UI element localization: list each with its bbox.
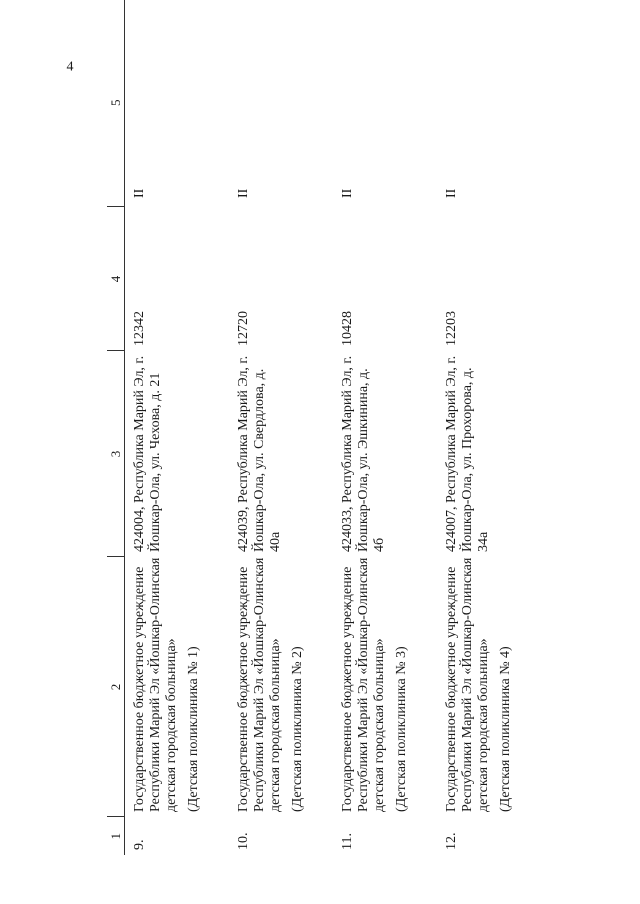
code-cell: 12203 bbox=[443, 311, 459, 346]
table-row bbox=[437, 0, 541, 855]
organization-name: Государственное бюджетное учреждение Республики Марий Эл «Йошкар-Олинская детская городская больница» bbox=[443, 557, 491, 812]
organization-cell bbox=[229, 557, 333, 817]
category-cell: II bbox=[235, 188, 251, 198]
address-cell: 424004, Республика Марий Эл, г. Йошкар-Ола, ул. Чехова, д. 21 bbox=[132, 355, 163, 552]
organization-branch: (Детская поликлиника № 4) bbox=[497, 646, 513, 812]
organization-cell bbox=[125, 557, 229, 817]
column-number: 2 bbox=[107, 557, 125, 817]
row-number: 10. bbox=[235, 832, 251, 850]
organization-branch: (Детская поликлиника № 2) bbox=[289, 646, 305, 812]
column-number: 1 bbox=[107, 817, 125, 855]
table-row bbox=[333, 0, 437, 855]
code-cell: 12342 bbox=[132, 311, 147, 346]
organization-branch: (Детская поликлиника № 3) bbox=[393, 646, 409, 812]
code-cell: 12720 bbox=[235, 311, 251, 346]
registry-table bbox=[107, 0, 541, 855]
address-cell: 424007, Республика Марий Эл, г. Йошкар-Ола, ул. Прохорова, д. 34а bbox=[443, 355, 491, 552]
address-cell: 424039, Республика Марий Эл, г. Йошкар-Ола, ул. Свердлова, д. 40а bbox=[235, 355, 283, 552]
column-number: 4 bbox=[107, 207, 125, 351]
column-number-row bbox=[107, 0, 125, 855]
address-cell: 424033, Республика Марий Эл, г. Йошкар-Ола, ул. Эшкинина, д. 4б bbox=[339, 355, 387, 552]
row-number: 12. bbox=[443, 832, 459, 850]
row-number: 9. bbox=[132, 839, 147, 850]
category-cell: II bbox=[132, 188, 147, 198]
column-number: 3 bbox=[107, 351, 125, 557]
organization-name: Государственное бюджетное учреждение Республики Марий Эл «Йошкар-Олинская детская городская больница» bbox=[132, 557, 179, 812]
code-cell: 10428 bbox=[339, 311, 355, 346]
page-number: 4 bbox=[66, 60, 74, 75]
table-row bbox=[125, 0, 229, 855]
organization-name: Государственное бюджетное учреждение Республики Марий Эл «Йошкар-Олинская детская городская больница» bbox=[339, 557, 387, 812]
organization-branch: (Детская поликлиника № 1) bbox=[186, 646, 201, 812]
table-row bbox=[229, 0, 333, 855]
organization-cell bbox=[437, 557, 541, 817]
category-cell: II bbox=[443, 188, 459, 198]
organization-name: Государственное бюджетное учреждение Республики Марий Эл «Йошкар-Олинская детская городская больница» bbox=[235, 557, 283, 812]
column-number: 5 bbox=[107, 0, 125, 207]
row-number: 11. bbox=[339, 833, 355, 850]
category-cell: II bbox=[339, 188, 355, 198]
organization-cell bbox=[333, 557, 437, 817]
